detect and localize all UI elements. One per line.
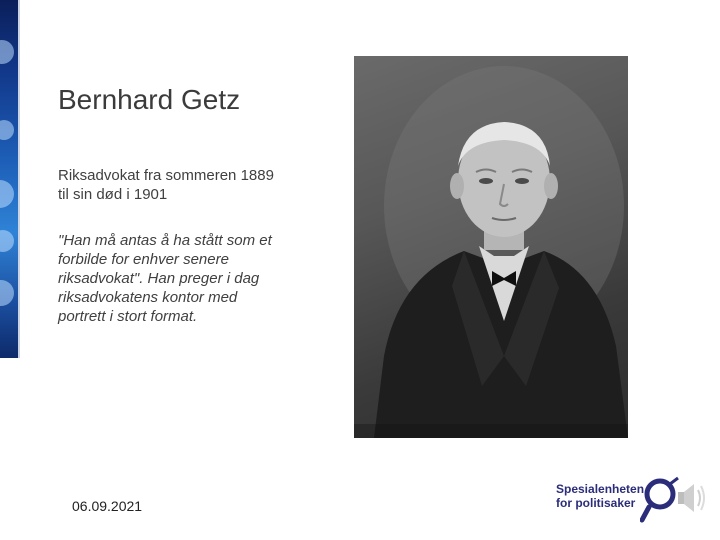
logo-line-1: Spesialenheten xyxy=(556,482,645,496)
left-bar-shadow xyxy=(18,0,20,358)
magnifier-speaker-logo-icon xyxy=(640,474,706,524)
slide-quote: "Han må antas å ha stått som et forbilde for enhver senere riksadvokat". Han preger i dag riksadvokatens kontor med portrett i stort format. xyxy=(58,232,272,325)
portrait-photo xyxy=(354,56,628,438)
organization-logo xyxy=(556,474,706,524)
logo-line-2: for politisaker xyxy=(556,496,636,510)
portrait-illustration xyxy=(354,56,628,438)
logo-text xyxy=(556,482,644,510)
left-decorative-bar xyxy=(0,0,18,358)
slide-date: 06.09.2021 xyxy=(72,498,143,514)
slide-title: Bernhard Getz xyxy=(58,84,241,115)
slide-subtitle: Riksadvokat fra sommeren 1889 til sin død i 1901 xyxy=(58,167,274,203)
